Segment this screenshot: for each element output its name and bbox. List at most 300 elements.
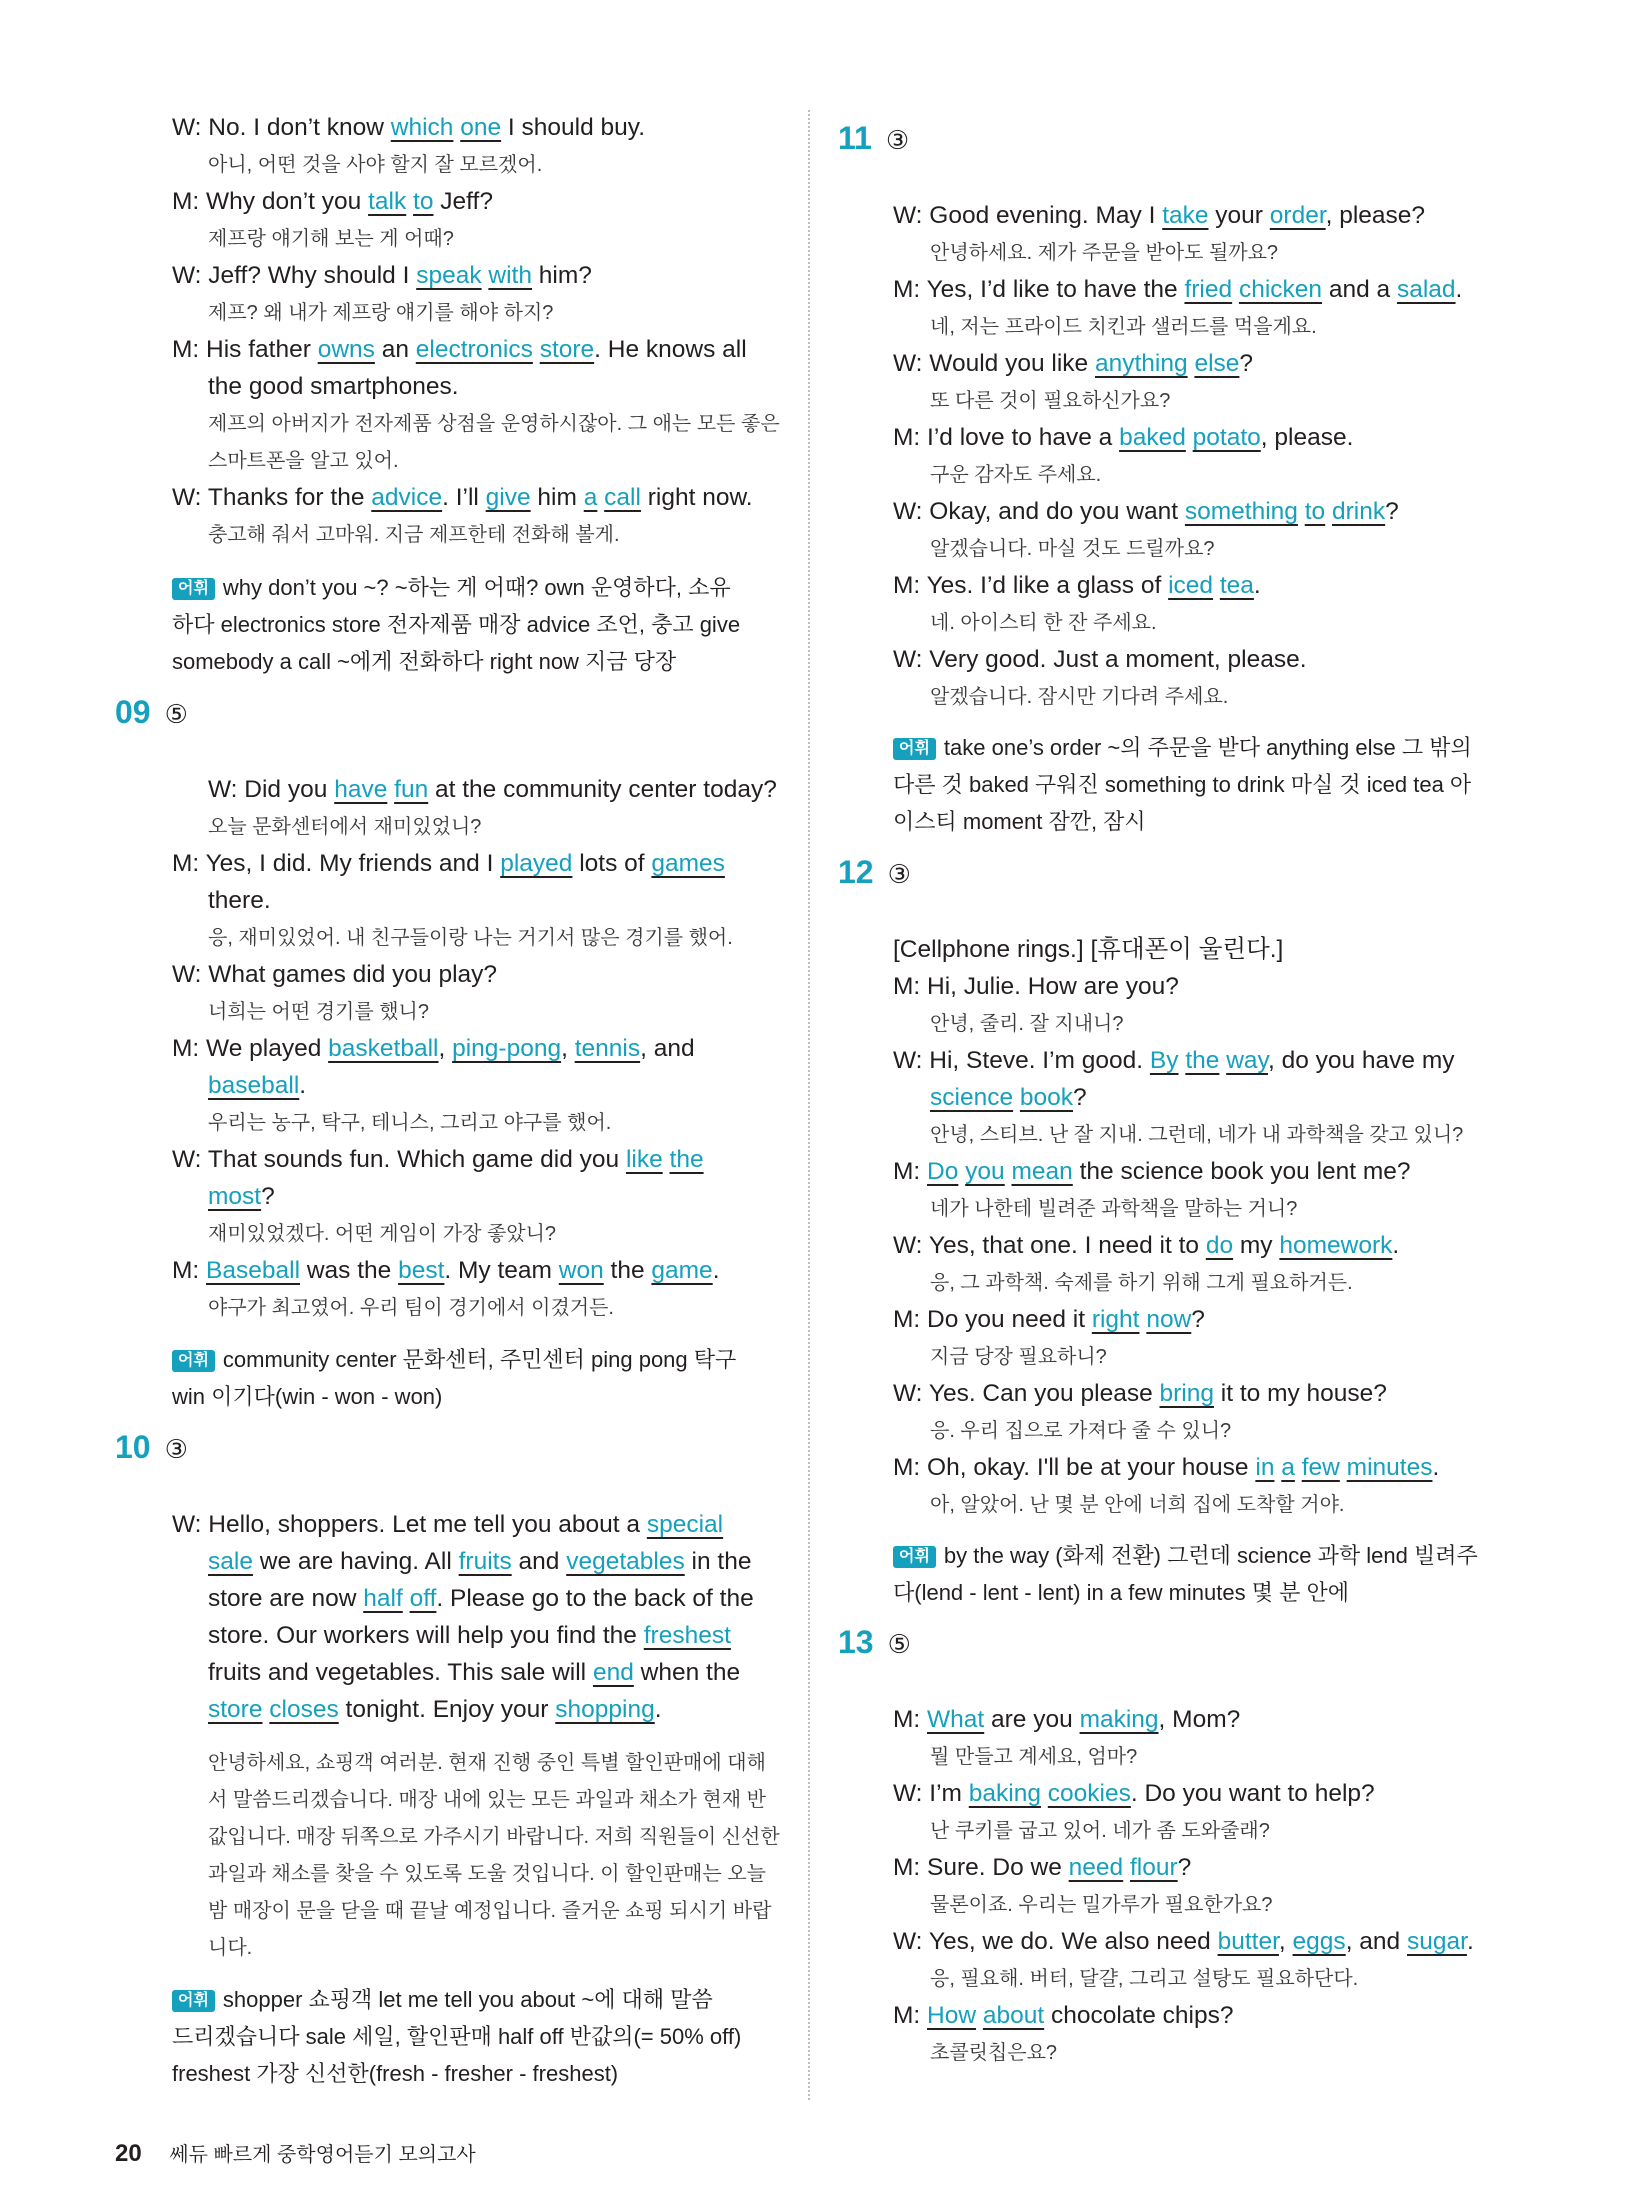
dialogue-line [208,1655,740,1692]
blank-answer-word: special [646,1511,724,1538]
text-segment: . Please go to the back of the [436,1585,754,1612]
blank-answer-word: like [625,1146,663,1173]
text-segment: , Mom? [1158,1706,1241,1733]
translation-line [930,1961,1358,1998]
dialogue-line [893,568,1261,605]
text-segment: 알겠습니다. 마실 것도 드릴까요? [930,538,1215,560]
translation-line [208,1782,766,1819]
translation-line [930,235,1278,272]
translation-line [930,2035,1057,2072]
dialogue-line [893,1998,1234,2035]
text-segment: . [299,1072,307,1099]
text-segment: W: Would you like [893,350,1095,377]
text-segment: W: What games did you play? [172,961,498,988]
translation-line [208,295,553,332]
question-number-text: 09 [115,694,151,730]
text-segment: 뭘 만들고 계세요, 엄마? [930,1746,1138,1768]
blank-answer-word: flour [1129,1854,1178,1881]
dialogue-line [208,369,459,406]
dialogue-line [208,1544,751,1581]
dialogue-line [172,258,592,295]
translation-line [208,920,733,957]
text-segment: 오늘 문화센터에서 재미있었니? [208,816,482,838]
translation-line [930,1887,1272,1924]
text-segment: 알겠습니다. 잠시만 기다려 주세요. [930,686,1229,708]
blank-answer-word: minutes [1346,1454,1433,1481]
text-segment: and [511,1548,567,1575]
text-segment: . My team [444,1257,559,1284]
blank-answer-word: salad [1396,276,1456,303]
text-segment: M: [893,1706,928,1733]
blank-answer-word: with [488,262,532,289]
text-segment: W: Very good. Just a moment, please. [893,646,1307,673]
dialogue-line [172,846,725,883]
blank-answer-word: you [965,1158,1005,1185]
translation-line [208,1856,766,1893]
translation-line [930,383,1170,420]
text-segment: ? [1239,350,1254,377]
blank-answer-word: few [1301,1454,1340,1481]
vocab-note-line [172,1342,736,1379]
dialogue-line [172,332,747,369]
blank-answer-word: basketball [328,1035,439,1062]
dialogue-line [172,1031,695,1068]
blank-answer-word: games [651,850,725,877]
vocab-tag: 어휘 [893,738,936,760]
text-segment [1340,1454,1347,1481]
dialogue-line [893,420,1353,457]
blank-answer-word: talk [368,188,407,215]
translation-line [930,1265,1353,1302]
translation-line [208,1930,252,1967]
text-segment: Jeff? [433,188,493,215]
text-segment [1325,498,1332,525]
blank-answer-word: book [1019,1084,1074,1111]
text-segment: in the [684,1548,752,1575]
blank-answer-word: best [398,1257,445,1284]
text-segment: 우리는 농구, 탁구, 테니스, 그리고 야구를 했어. [208,1112,612,1134]
dialogue-line [893,272,1462,309]
question-number [838,1622,911,1664]
blank-answer-word: advice [371,484,443,511]
dialogue-line [208,772,777,809]
text-segment: M: [893,1158,928,1185]
text-segment: [Cellphone rings.] [휴대폰이 울린다.] [893,936,1284,963]
text-segment: 니다. [208,1937,253,1959]
text-segment: my [1233,1232,1280,1259]
text-segment: 네. 아이스티 한 잔 주세요. [930,612,1157,634]
text-segment: was the [300,1257,399,1284]
text-segment: 안녕, 줄리. 잘 지내니? [930,1013,1124,1035]
translation-line [930,309,1317,346]
vocab-note-line [172,2019,741,2056]
translation-line [930,457,1101,494]
text-segment: W: Okay, and do you want [893,498,1185,525]
blank-answer-word: anything [1094,350,1188,377]
text-segment: . He knows all [594,336,747,363]
text-segment: 응, 그 과학책. 숙제를 하기 위해 그게 필요하거든. [930,1272,1353,1294]
translation-line [208,147,542,184]
blank-answer-word: game [651,1257,713,1284]
question-number-text: 13 [838,1624,874,1660]
dialogue-line [172,1142,704,1179]
blank-answer-word: store [539,336,595,363]
text-segment: W: Yes. Can you please [893,1380,1160,1407]
dialogue-line [208,1179,275,1216]
text-segment: 밤 매장이 문을 닫을 때 끝날 예정입니다. 즐거운 쇼핑 되시기 바랍 [208,1900,772,1922]
text-segment: ? [261,1183,275,1210]
blank-answer-word: How [927,2002,977,2029]
blank-answer-word: owns [317,336,375,363]
translation-line [208,221,454,258]
blank-answer-word: homework [1279,1232,1393,1259]
translation-line [208,1216,556,1253]
text-segment: ? [1177,1854,1192,1881]
text-segment: at the community center today? [428,776,777,803]
text-segment: 안녕하세요, 쇼핑객 여러분. 현재 진행 중인 특별 할인판매에 대해 [208,1752,766,1774]
text-segment: chocolate chips? [1044,2002,1234,2029]
vocab-note-line [893,767,1471,804]
dialogue-line [893,932,1283,969]
text-segment [1005,1158,1012,1185]
blank-answer-word: chicken [1238,276,1323,303]
translation-line [208,406,780,443]
text-segment: are you [984,1706,1080,1733]
text-segment: 지금 당장 필요하니? [930,1346,1107,1368]
dialogue-line [893,1376,1387,1413]
translation-line [930,1487,1344,1524]
blank-answer-word: else [1194,350,1240,377]
text-segment: him [530,484,584,511]
text-segment: . Do you want to help? [1130,1780,1375,1807]
text-segment: M: Sure. Do we [893,1854,1069,1881]
answer-choice: ⑤ [164,699,188,729]
vocab-note-line [172,570,731,607]
vocab-tag: 어휘 [172,1350,215,1372]
text-segment: take one’s order ~의 주문을 받다 anything else 그 밖의 [943,735,1472,760]
blank-answer-word: drink [1332,498,1386,525]
text-segment [533,336,540,363]
text-segment: an [374,336,416,363]
answer-choice: ③ [885,125,910,155]
text-segment: 응, 필요해. 버터, 달걀, 그리고 설탕도 필요하단다. [930,1968,1359,1990]
text-segment: 과일과 채소를 찾을 수 있도록 도울 것입니다. 이 할인판매는 오늘 [208,1863,766,1885]
text-segment: 응. 우리 집으로 가져다 줄 수 있니? [930,1420,1232,1442]
blank-answer-word: a [583,484,598,511]
blank-answer-word: most [208,1183,262,1210]
translation-line [208,809,481,846]
blank-answer-word: a [1281,1454,1295,1481]
text-segment: 제프의 아버지가 전자제품 상점을 운영하시잖아. 그 애는 모든 좋은 [208,413,780,435]
text-segment: tonight. Enjoy your [338,1696,556,1723]
text-segment: W: Thanks for the [172,484,372,511]
blank-answer-word: ping-pong [452,1035,562,1062]
text-segment: W: Good evening. May I [893,202,1163,229]
blank-answer-word: something [1184,498,1298,525]
blank-answer-word: tennis [574,1035,641,1062]
translation-line [208,1893,771,1930]
vocab-tag: 어휘 [893,1546,936,1568]
blank-answer-word: baking [968,1780,1041,1807]
text-segment: M: [172,1257,207,1284]
text-segment: . [1466,1928,1474,1955]
text-segment: M: I’d love to have a [893,424,1120,451]
blank-answer-word: cookies [1047,1780,1131,1807]
blank-answer-word: closes [269,1696,339,1723]
text-segment: 응, 재미있었어. 내 친구들이랑 나는 거기서 많은 경기를 했어. [208,927,733,949]
blank-answer-word: By [1149,1047,1179,1074]
text-segment: the science book you lent me? [1072,1158,1411,1185]
text-segment: 난 쿠키를 굽고 있어. 네가 좀 도와줄래? [930,1820,1270,1842]
blank-answer-word: the [669,1146,704,1173]
dialogue-line [893,1924,1474,1961]
blank-answer-word: in [1255,1454,1275,1481]
text-segment [406,188,413,215]
blank-answer-word: now [1146,1306,1192,1333]
translation-line [930,1191,1297,1228]
text-segment: 물론이죠. 우리는 밀가루가 필요한가요? [930,1894,1273,1916]
blank-answer-word: sugar [1407,1928,1467,1955]
text-segment: when the [633,1659,741,1686]
blank-answer-word: off [409,1585,437,1612]
text-segment: W: No. I don’t know [172,114,391,141]
text-segment: 재미있었겠다. 어떤 게임이 가장 좋았니? [208,1223,557,1245]
dialogue-line [893,1450,1439,1487]
text-segment: right now. [640,484,753,511]
translation-line [930,1339,1107,1376]
blank-answer-word: eggs [1292,1928,1346,1955]
question-number-text: 11 [838,120,872,156]
translation-line [930,1117,1463,1154]
text-segment: W: Hi, Steve. I’m good. [893,1047,1150,1074]
text-segment: 야구가 최고였어. 우리 팀이 경기에서 이겼거든. [208,1297,614,1319]
blank-answer-word: call [604,484,641,511]
dialogue-line [893,198,1425,235]
vocab-note-line [893,1575,1349,1612]
text-segment: M: Yes, I did. My friends and I [172,850,501,877]
text-segment: 값입니다. 매장 뒤쪽으로 가주시기 바랍니다. 저희 직원들이 신선한 [208,1826,780,1848]
dialogue-line [172,110,645,147]
blank-answer-word: about [982,2002,1045,2029]
vocab-tag: 어휘 [172,1990,215,2012]
dialogue-line [893,1302,1205,1339]
translation-line [930,531,1215,568]
text-segment: 안녕, 스티브. 난 잘 지내. 그런데, 네가 내 과학책을 갖고 있니? [930,1124,1464,1146]
text-segment: , please? [1325,202,1426,229]
text-segment: W: Jeff? Why should I [172,262,417,289]
dialogue-line [930,1080,1087,1117]
text-segment: 스마트폰을 알고 있어. [208,450,399,472]
text-segment: , [1278,1928,1293,1955]
translation-line [930,605,1157,642]
text-segment: 네, 저는 프라이드 치킨과 샐러드를 먹을게요. [930,316,1317,338]
text-segment: , [438,1035,453,1062]
text-segment: and a [1322,276,1397,303]
text-segment: the [603,1257,652,1284]
text-segment: there. [208,887,271,914]
translation-line [930,1813,1270,1850]
text-segment: M: We played [172,1035,329,1062]
text-segment: M: [893,2002,928,2029]
dialogue-line [893,1776,1375,1813]
dialogue-line [172,957,497,994]
blank-answer-word: science [930,1084,1014,1111]
blank-answer-word: need [1068,1854,1124,1881]
blank-answer-word: Do [927,1158,959,1185]
blank-answer-word: speak [416,262,482,289]
book-title: 쎄듀 빠르게 중학영어듣기 모의고사 [169,2144,476,2166]
text-segment: W: Did you [208,776,335,803]
answer-choice: ⑤ [887,1629,911,1659]
text-segment [1232,276,1239,303]
dialogue-line [893,1154,1411,1191]
blank-answer-word: half [363,1585,403,1612]
vocab-note-line [172,2056,618,2093]
blank-answer-word: baseball [208,1072,300,1099]
text-segment [1123,1854,1130,1881]
blank-answer-word: freshest [643,1622,731,1649]
blank-answer-word: bring [1159,1380,1214,1407]
text-segment: 다(lend - lent - lent) in a few minutes 몇 분 안에 [893,1580,1349,1605]
answer-choice: ③ [164,1434,188,1464]
text-segment: store are now [208,1585,364,1612]
text-segment: . [1432,1454,1440,1481]
text-segment: 제프랑 얘기해 보는 게 어때? [208,228,454,250]
dialogue-line [208,1581,754,1618]
dialogue-line [172,184,493,221]
vocab-note-line [893,804,1146,841]
text-segment [976,2002,983,2029]
text-segment: W: Hello, shoppers. Let me tell you about a [172,1511,647,1538]
dialogue-line [172,1253,720,1290]
blank-answer-word: fun [394,776,429,803]
translation-line [208,994,429,1031]
column-divider [808,110,810,2100]
vocab-note-line [172,1982,713,2019]
dialogue-line [208,1618,731,1655]
text-segment: , [561,1035,575,1062]
blank-answer-word: store [208,1696,263,1723]
text-segment [1041,1780,1048,1807]
text-segment: W: Yes, that one. I need it to [893,1232,1206,1259]
blank-answer-word: potato [1192,424,1261,451]
page-footer [115,2138,476,2168]
dialogue-line [893,1228,1399,1265]
text-segment: 서 말씀드리겠습니다. 매장 내에 있는 모든 과일과 채소가 현재 반 [208,1789,766,1811]
question-number [115,692,188,734]
blank-answer-word: played [500,850,573,877]
text-segment: fruits and vegetables. This sale will [208,1659,593,1686]
text-segment: ? [1385,498,1399,525]
blank-answer-word: way [1226,1047,1268,1074]
translation-line [930,1413,1231,1450]
text-segment [1298,498,1305,525]
text-segment: 아, 알았어. 난 몇 분 안에 너희 집에 도착할 거야. [930,1494,1345,1516]
text-segment: lots of [572,850,652,877]
text-segment: , and [1345,1928,1407,1955]
translation-line [208,1105,611,1142]
blank-answer-word: which [390,114,454,141]
text-segment [1213,572,1220,599]
blank-answer-word: give [485,484,531,511]
text-segment: ? [1191,1306,1205,1333]
text-segment: 초콜릿칩은요? [930,2042,1058,2064]
page-number: 20 [115,2140,142,2167]
translation-line [208,517,620,554]
text-segment: 드리겠습니다 sale 세일, 할인판매 half off 반값의(= 50% off) [172,2024,742,2049]
blank-answer-word: shopping [555,1696,655,1723]
blank-answer-word: the [1185,1047,1220,1074]
vocab-note-line [893,730,1472,767]
text-segment [1295,1454,1302,1481]
dialogue-line [893,1850,1191,1887]
text-segment: by the way (화제 전환) 그런데 science 과학 lend 빌려주 [943,1543,1478,1568]
dialogue-line [893,1043,1455,1080]
blank-answer-word: Baseball [206,1257,301,1284]
translation-line [930,679,1228,716]
blank-answer-word: one [460,114,502,141]
dialogue-line [208,1692,662,1729]
translation-line [930,1006,1123,1043]
text-segment [663,1146,670,1173]
dialogue-line [208,1068,306,1105]
question-number [838,852,911,894]
blank-answer-word: vegetables [566,1548,685,1575]
blank-answer-word: butter [1217,1928,1279,1955]
text-segment: M: Hi, Julie. How are you? [893,973,1179,1000]
blank-answer-word: electronics [415,336,533,363]
blank-answer-word: to [1304,498,1326,525]
text-segment [403,1585,410,1612]
text-segment: M: His father [172,336,318,363]
text-segment: it to my house? [1213,1380,1387,1407]
vocab-tag: 어휘 [172,578,215,600]
dialogue-line [172,480,753,517]
translation-line [930,1739,1137,1776]
blank-answer-word: to [413,188,434,215]
dialogue-line [893,642,1307,679]
text-segment: freshest 가장 신선한(fresh - fresher - freshest) [172,2061,619,2086]
text-segment: W: That sounds fun. Which game did you [172,1146,626,1173]
blank-answer-word: order [1269,202,1326,229]
text-segment: M: Why don’t you [172,188,369,215]
text-segment: . I’ll [442,484,486,511]
text-segment: . [712,1257,720,1284]
text-segment: W: I’m [893,1780,969,1807]
text-segment: 네가 나한테 빌려준 과학책을 말하는 거니? [930,1198,1298,1220]
blank-answer-word: mean [1011,1158,1073,1185]
text-segment: why don’t you ~? ~하는 게 어때? own 운영하다, 소유 [222,575,731,600]
text-segment: 제프? 왜 내가 제프랑 얘기를 해야 하지? [208,302,554,324]
question-number [838,118,909,160]
text-segment: , do you have my [1267,1047,1455,1074]
dialogue-line [893,346,1253,383]
vocab-note-line [172,1379,442,1416]
answer-choice: ③ [887,859,911,889]
text-segment: . [1392,1232,1400,1259]
blank-answer-word: fried [1184,276,1233,303]
text-segment: 안녕하세요. 제가 주문을 받아도 될까요? [930,242,1279,264]
text-segment: 너희는 어떤 경기를 했니? [208,1001,429,1023]
text-segment: store. Our workers will help you find the [208,1622,644,1649]
text-segment: 아니, 어떤 것을 사야 할지 잘 모르겠어. [208,154,543,176]
text-segment: 하다 electronics store 전자제품 매장 advice 조언, 충고 give [172,612,741,637]
blank-answer-word: sale [208,1548,253,1575]
text-segment: W: Yes, we do. We also need [893,1928,1218,1955]
blank-answer-word: end [592,1659,634,1686]
text-segment: shopper 쇼핑객 let me tell you about ~에 대해 말씀 [222,1987,713,2012]
text-segment: ? [1073,1084,1087,1111]
